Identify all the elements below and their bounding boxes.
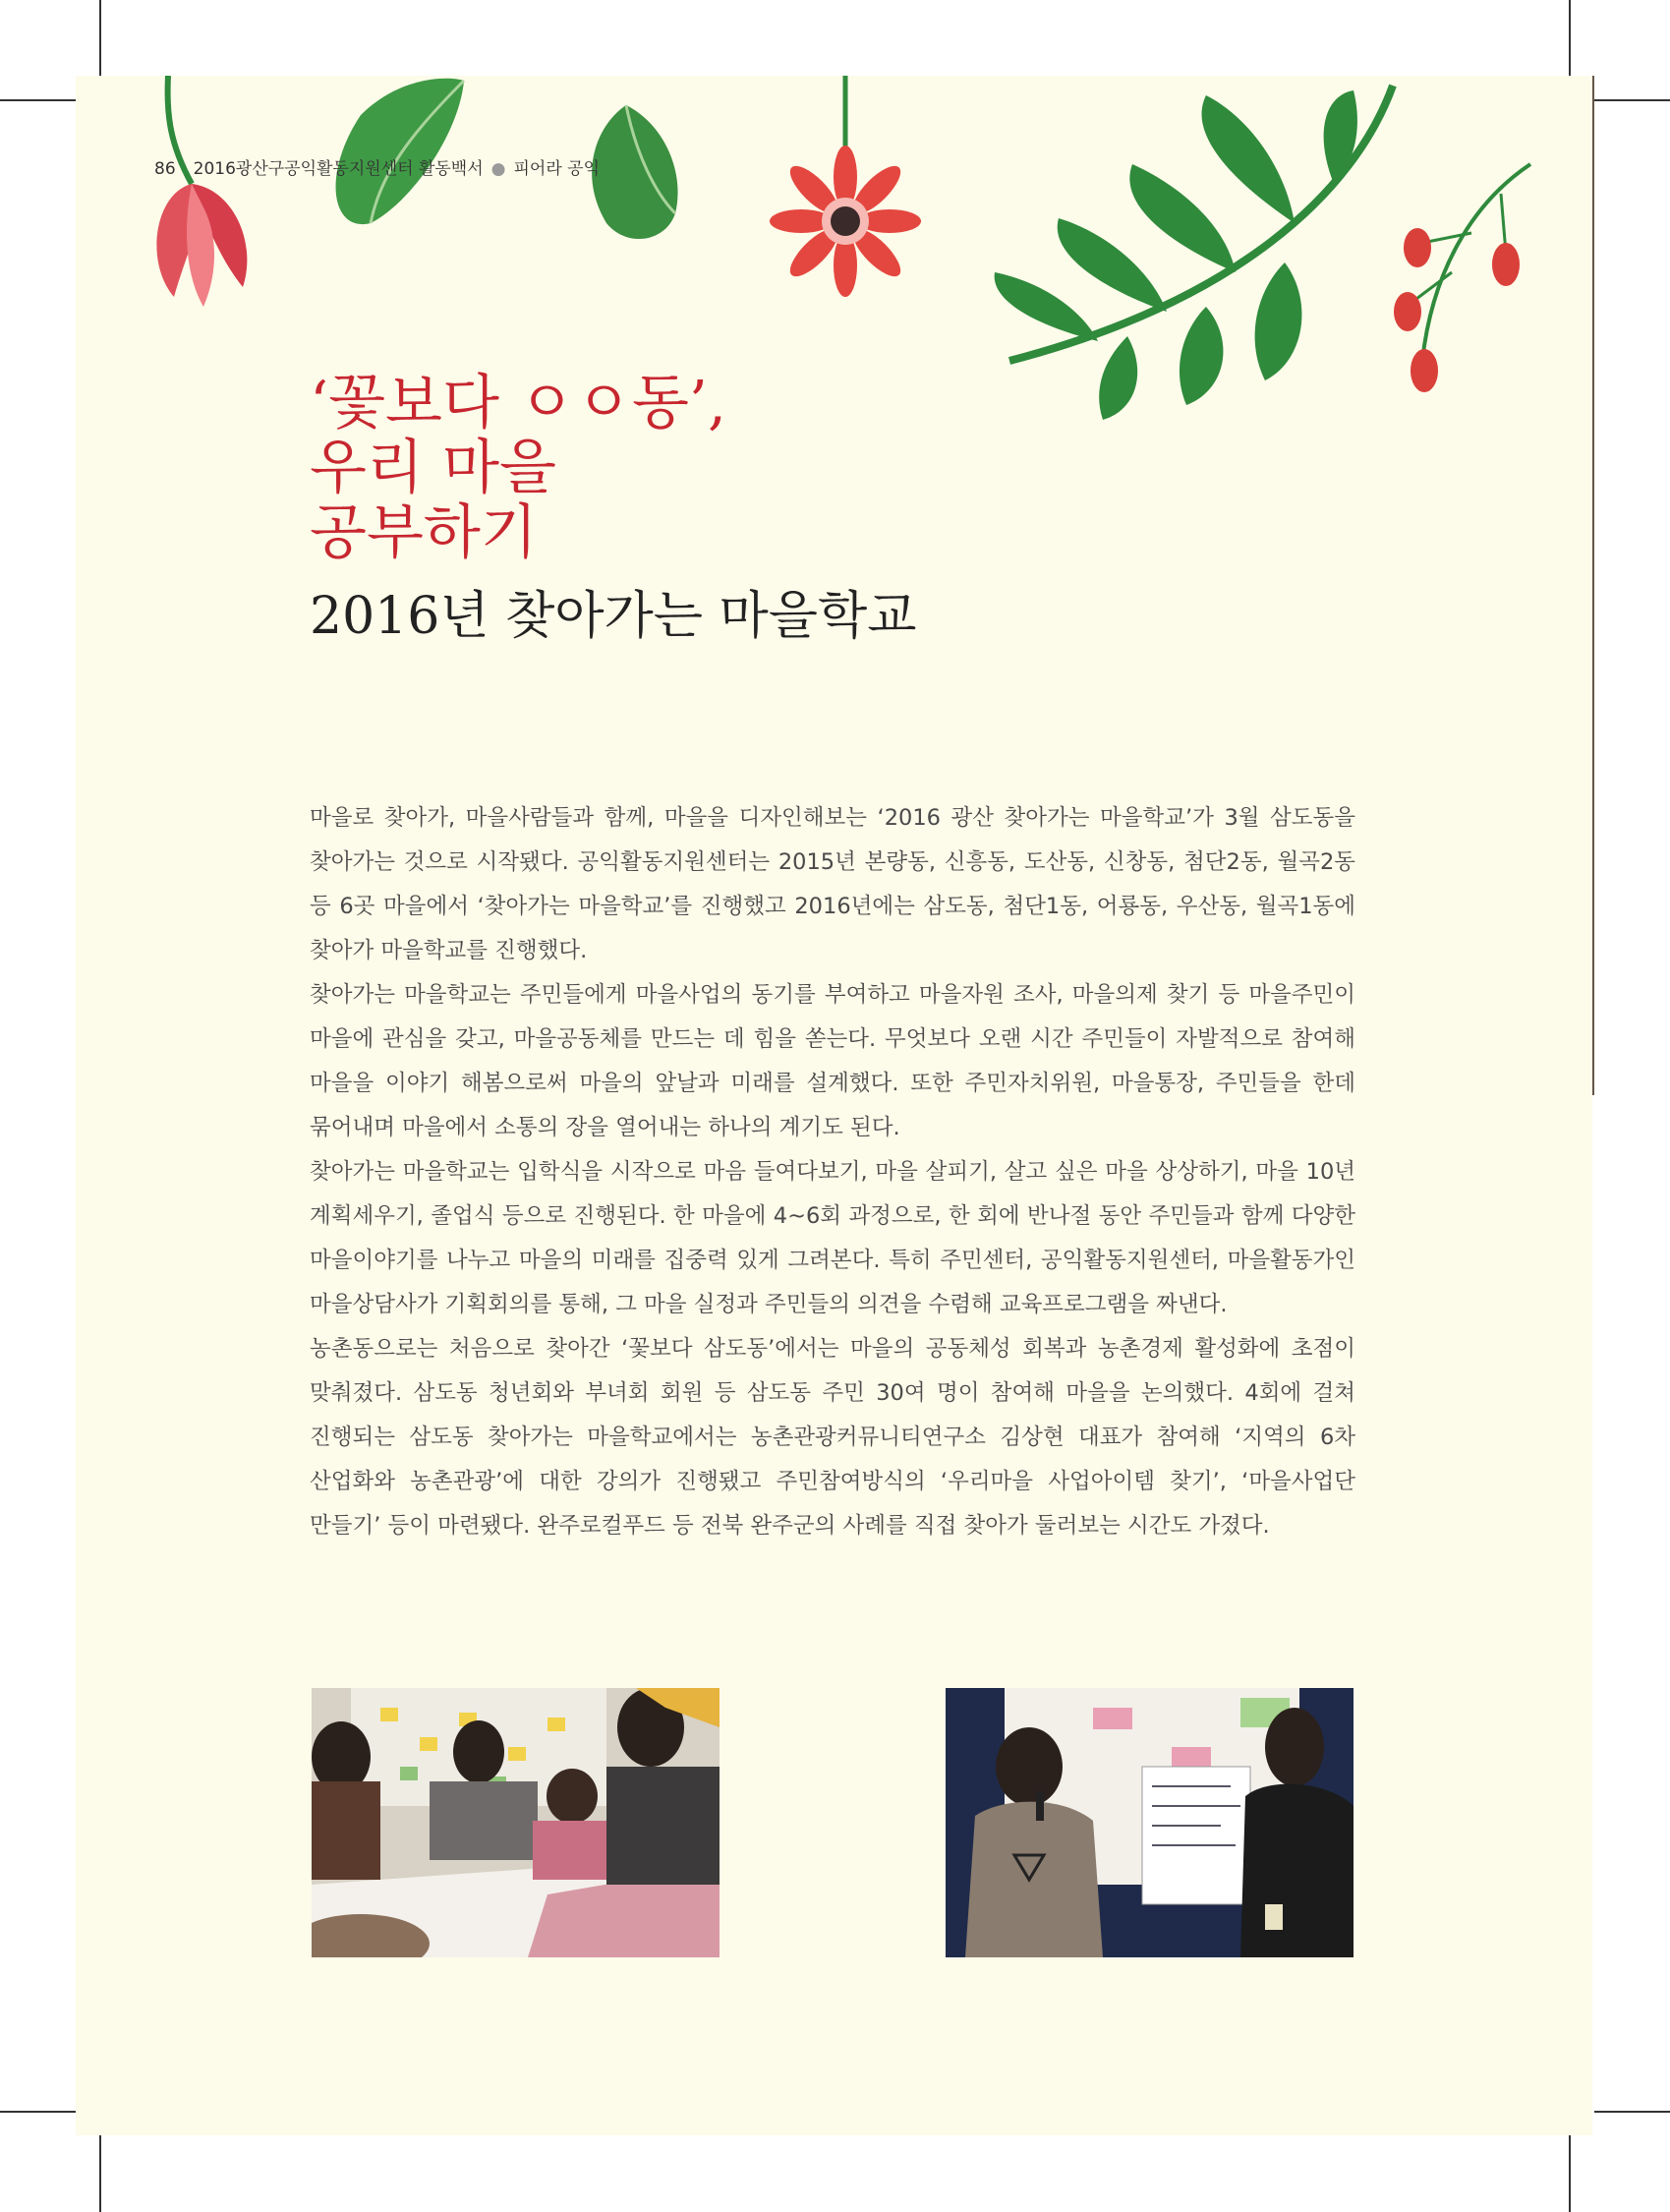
section-title: 피어라 공익 xyxy=(513,159,600,179)
document-page xyxy=(76,76,1592,2135)
green-branch-icon xyxy=(995,86,1393,420)
red-daisy-icon xyxy=(770,76,921,297)
crop-mark xyxy=(1594,2111,1670,2113)
crop-mark xyxy=(99,0,101,76)
photo-residents-workshop xyxy=(312,1688,720,1957)
crop-mark xyxy=(0,2111,76,2113)
body-paragraph: 마을로 찾아가, 마을사람들과 함께, 마을을 디자인해보는 ‘2016 광산 찾아가는 마을학교’가 3월 삼도동을 찾아가는 것으로 시작됐다. 공익활동지원센터는 2015년 본량동, 신흥동, 도산동, 신창동, 첨단2동, 월곡2동 등 6곳 마을에서 ‘찾아가는 마을학교’를 진행했고 2016년에는 삼도동, 첨단1동, 어룡동, 우산동, 월곡1동에 찾아가 마을학교를 진행했다. xyxy=(310,805,1355,963)
photo-presentation xyxy=(946,1688,1353,1957)
article-subtitle: 2016년 찾아가는 마을학교 xyxy=(310,587,917,646)
bullet-dot-icon: ● xyxy=(490,159,506,179)
crop-mark xyxy=(0,99,76,101)
publication-title: 2016광산구공익활동지원센터 활동백서 xyxy=(193,159,484,179)
red-berry-branch-icon xyxy=(1394,164,1530,392)
article-title xyxy=(310,371,726,565)
body-paragraph: 농촌동으로는 처음으로 찾아간 ‘꽃보다 삼도동’에서는 마을의 공동체성 회복과 농촌경제 활성화에 초점이 맞춰졌다. 삼도동 청년회와 부녀회 회원 등 삼도동 주민 30여 명이 참여해 마을을 논의했다. 4회에 걸쳐 진행되는 삼도동 찾아가는 마을학교에서는 농촌관광커뮤니티연구소 김상현 대표가 참여해 ‘지역의 6차 산업화와 농촌관광’에 대한 강의가 진행됐고 주민참여방식의 ‘우리마을 사업아이템 찾기’, ‘마을사업단 만들기’ 등이 마련됐다. 완주로컬푸드 등 전북 완주군의 사례를 직접 찾아가 둘러보는 시간도 가졌다. xyxy=(310,1336,1356,1539)
crop-mark xyxy=(1594,99,1670,101)
crop-mark xyxy=(99,2135,101,2212)
leaf-icon xyxy=(336,79,464,224)
floral-decoration xyxy=(76,76,1592,430)
article-body xyxy=(310,796,1355,1548)
title-line: 우리 마을 xyxy=(310,434,556,502)
title-line: 공부하기 xyxy=(310,498,538,567)
crop-mark xyxy=(1569,0,1571,76)
running-header xyxy=(154,154,600,179)
body-paragraph: 찾아가는 마을학교는 입학식을 시작으로 마음 들여다보기, 마을 살피기, 살고 싶은 마을 상상하기, 마을 10년 계획세우기, 졸업식 등으로 진행된다. 한 마을에 4~6회 과정으로, 한 회에 반나절 동안 주민들과 함께 다양한 마을이야기를 나누고 마을의 미래를 집중력 있게 그려본다. 특히 주민센터, 공익활동지원센터, 마을활동가인 마을상담사가 기획회의를 통해, 그 마을 실정과 주민들의 의견을 수렴해 교육프로그램을 짜낸다. xyxy=(310,1159,1355,1317)
hanging-red-flower-icon xyxy=(156,76,247,307)
crop-mark xyxy=(1569,2135,1571,2212)
body-paragraph: 찾아가는 마을학교는 주민들에게 마을사업의 동기를 부여하고 마을자원 조사, 마을의제 찾기 등 마을주민이 마을에 관심을 갖고, 마을공동체를 만드는 데 힘을 쏟는다. 무엇보다 오랜 시간 주민들이 자발적으로 참여해 마을을 이야기 해봄으로써 마을의 앞날과 미래를 설계했다. 또한 주민자치위원, 마을통장, 주민들을 한데 묶어내며 마을에서 소통의 장을 열어내는 하나의 계기도 된다. xyxy=(310,982,1355,1140)
leaf-icon xyxy=(592,105,677,239)
title-line: ‘꽃보다 ㅇㅇ동’, xyxy=(310,369,727,437)
page-number: 86 xyxy=(154,159,176,179)
